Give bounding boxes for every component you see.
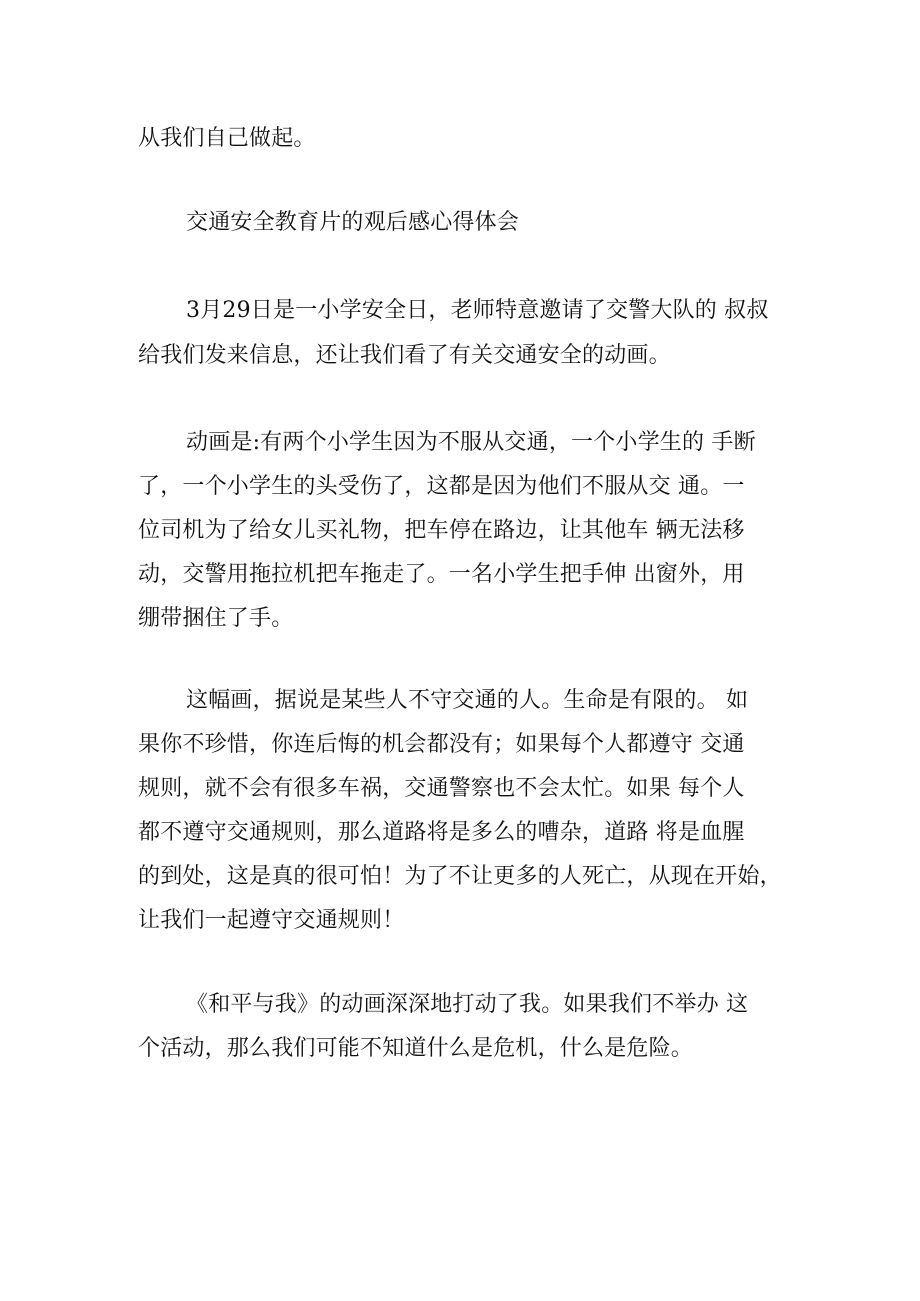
paragraph-2-line-1: 动画是:有两个小学生因为不服从交通，一个小学生的 手断	[186, 430, 756, 455]
paragraph-3-line-1: 这幅画，据说是某些人不守交通的人。生命是有限的。 如	[186, 688, 749, 713]
paragraph-2-line-3: 位司机为了给女儿买礼物，把车停在路边，让其他车 辆无法移	[138, 518, 745, 543]
paragraph-1-line-2: 给我们发来信息，还让我们看了有关交通安全的动画。	[138, 343, 671, 368]
paragraph-3-line-3: 规则，就不会有很多车祸，交通警察也不会太忙。如果 每个人	[138, 776, 745, 801]
paragraph-3-line-2: 果你不珍惜，你连后悔的机会都没有；如果每个人都遵守 交通	[138, 732, 745, 757]
paragraph-1-line-1: 3月29日是一小学安全日，老师特意邀请了交警大队的 叔叔	[186, 298, 769, 323]
paragraph-3-line-6: 让我们一起遵守交通规则！	[138, 908, 405, 933]
paragraph-2-line-5: 绷带捆住了手。	[138, 606, 294, 631]
document-title: 交通安全教育片的观后感心得体会	[186, 210, 520, 235]
paragraph-2-line-4: 动，交警用拖拉机把车拖走了。一名小学生把手伸 出窗外，用	[138, 562, 745, 587]
paragraph-4-line-1: 《和平与我》的动画深深地打动了我。如果我们不举办 这	[186, 992, 749, 1017]
paragraph-4-line-2: 个活动，那么我们可能不知道什么是危机，什么是危险。	[138, 1036, 694, 1061]
paragraph-3-line-4: 都不遵守交通规则，那么道路将是多么的嘈杂，道路 将是血腥	[138, 820, 745, 845]
paragraph-2-line-2: 了，一个小学生的头受伤了，这都是因为他们不服从交 通。一	[138, 474, 745, 499]
intro-tail-line: 从我们自己做起。	[138, 126, 316, 151]
paragraph-3-line-5: 的到处，这是真的很可怕！为了不让更多的人死亡，从现在开始，	[138, 864, 782, 889]
